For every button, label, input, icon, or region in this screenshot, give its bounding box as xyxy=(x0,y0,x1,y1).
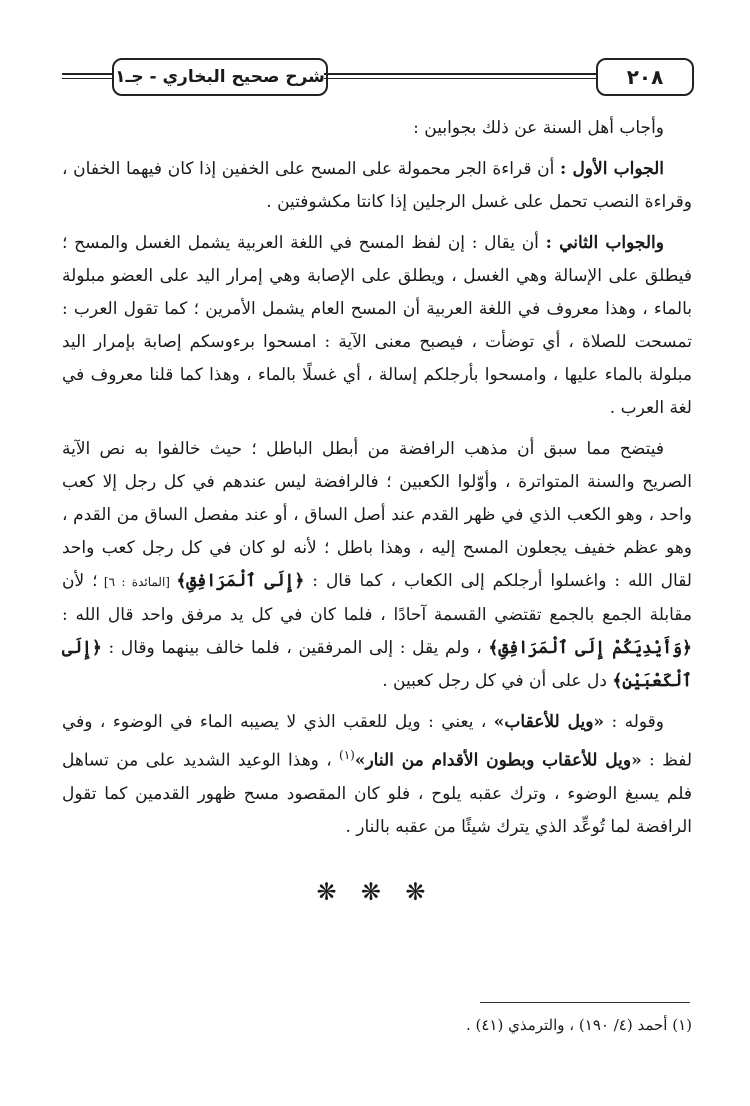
refutation-text-b: ؛ لأن مقابلة الجمع بالجمع تقتضي القسمة آحادًا ، فلما كان في كل يد مرفق واحد قال الله : xyxy=(62,571,692,625)
page-number: ٢٠٨ xyxy=(596,58,694,96)
quran-quote-alkabayn: ﴿إِلَى ٱلْكَعْبَيْنِ﴾ xyxy=(62,638,692,691)
paragraph-hadith xyxy=(62,706,692,844)
hadith-quote-full: «ويل للأعقاب وبطون الأقدام من النار» xyxy=(354,750,642,771)
refutation-text-c: ، ولم يقل : إلى المرفقين ، فلما خالف بينهما وقال : xyxy=(101,638,489,658)
body-text xyxy=(62,112,692,852)
footnote-reference: (١) xyxy=(339,748,355,762)
paragraph-first-answer xyxy=(62,153,692,219)
hadith-quote-aqab: «ويل للأعقاب» xyxy=(493,712,605,732)
first-answer-text: أن قراءة الجر محمولة على المسح على الخفين إذا كان فيهما الخفان ، وقراءة النصب تحمل على غسل الرجلين إذا كانتا مكشوفتين . xyxy=(62,159,692,212)
refutation-text-d: دل على أن في كل رجل كعبين . xyxy=(382,671,613,691)
hadith-text-b: ، يعني : ويل للعقب الذي لا يصيبه الماء في الوضوء ، وفي لفظ : xyxy=(62,712,692,771)
refutation-text-a: فيتضح مما سبق أن مذهب الرافضة من أبطل الباطل ؛ حيث خالفوا به نص الآية الصريح والسنة المتواترة ، وأوّلوا الكعبين ؛ فالرافضة ليس عندهم في كل رجل إلا كعب واحد ، وهو الكعب الذي في ظهر القدم عند أصل الساق ، أو عند مفصل الساق من القدم ، وهو عظم خفيف يجعلون المسح إليه ، وهذا باطل ؛ لأنه لو كان في كل رجل كعب واحد لقال الله : واغسلوا أرجلكم إلى الكعاب ، كما قال : xyxy=(62,439,692,591)
second-answer-label: والجواب الثاني : xyxy=(545,233,664,253)
quran-quote-almarafiq: ﴿إِلَى ٱلْمَرَافِقِ﴾ xyxy=(176,571,305,591)
quran-quote-aydiyakum: ﴿وَأَيْدِيَكُمْ إِلَى ٱلْمَرَافِقِ﴾ xyxy=(488,638,692,658)
paragraph-intro: وأجاب أهل السنة عن ذلك بجوابين : xyxy=(413,118,664,138)
header-rule-left xyxy=(62,73,112,79)
page-header xyxy=(62,58,692,98)
second-answer-text: أن يقال : إن لفظ المسح في اللغة العربية يشمل الغسل والمسح ؛ فيطلق على الإسالة وهي الغسل ، ويطلق على الإصابة وهي إمرار اليد على العضو مبلولة بالماء ، وهذا معروف في اللغة العربية أن المسح العام يشمل الأمرين ؛ كما تقول العرب : تمسحت للصلاة ، أي توضأت ، فيصبح معنى الآية : امسحوا برءوسكم إصابة بإمرار اليد مبلولة بالماء عليها ، وامسحوا بأرجلكم إسالة ، أي غسلًا بالماء ، وهذا كما قلنا معروف في لغة العرب . xyxy=(62,233,692,418)
footnote: (١) أحمد (٤/ ١٩٠) ، والترمذي (٤١) . xyxy=(465,1016,692,1034)
section-separator: ❋ ❋ ❋ xyxy=(316,878,434,906)
paragraph-second-answer xyxy=(62,227,692,425)
quran-reference: [المائدة : ٦] xyxy=(97,575,177,589)
footnote-divider xyxy=(480,1002,690,1003)
hadith-text-c: ، وهذا الوعيد الشديد على من تساهل فلم يسبغ الوضوء ، وترك عقبه يلوح ، فلو كان المقصود مسح ظهور القدمين كما تقول الرافضة لما تُوعِّد الذي يترك شيئًا من عقبه بالنار . xyxy=(62,750,692,837)
hadith-text-a: وقوله : xyxy=(604,712,665,732)
header-rule-middle xyxy=(324,73,596,79)
paragraph-refutation xyxy=(62,433,692,698)
book-title: شرح صحيح البخاري - جـ١ xyxy=(112,58,328,96)
first-answer-label: الجواب الأول : xyxy=(560,159,664,179)
